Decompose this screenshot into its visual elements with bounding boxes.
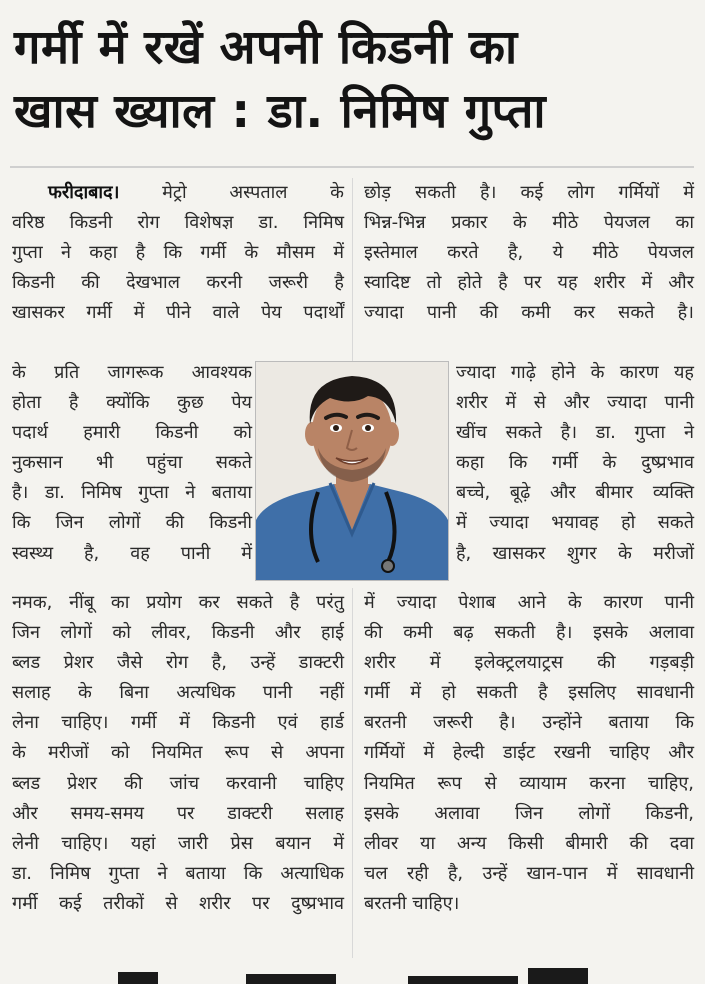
text-line: चल रही है, उन्हें खान-पान में सावधानी [364, 862, 694, 884]
text-line: इस्तेमाल करते है, ये मीठे पेयजल [364, 242, 694, 264]
text-line: में ज्यादा पेशाब आने के कारण पानी [364, 592, 694, 613]
text-line: में ज्यादा भयावह हो सकते [456, 512, 694, 534]
text-line: की कमी बढ़ सकती है। इसके अलावा [364, 622, 694, 644]
text-line: छोड़ सकती है। कई लोग गर्मियों में [364, 182, 694, 203]
text-line [12, 178, 344, 208]
text-line: स्वस्थ्य है, वह पानी में [12, 542, 252, 564]
text-line: ब्लड प्रेशर जैसे रोग है, उन्हें डाक्टरी [12, 652, 344, 674]
column-2-bottom [364, 588, 694, 919]
text-line: ज्यादा गाढ़े होने के कारण यह [456, 362, 694, 383]
cut-off-next-headline [0, 962, 705, 984]
text-line: बरतनी जरूरी है। उन्होंने बताया कि [364, 712, 694, 734]
text-span: मेट्रो अस्पताल के [119, 182, 344, 203]
text-line: लीवर या अन्य किसी बीमारी की दवा [364, 832, 694, 854]
text-line: गर्मी कई तरीकों से शरीर पर दुष्प्रभाव [12, 892, 344, 914]
text-line: वरिष्ठ किडनी रोग विशेषज्ञ डा. निमिष [12, 212, 344, 234]
text-line: के मरीजों को नियमित रूप से अपना [12, 742, 344, 764]
text-line: सलाह के बिना अत्यधिक पानी नहीं [12, 682, 344, 704]
text-line: शरीर में इलेक्ट्रलयाट्रस की गड़बड़ी [364, 652, 694, 674]
doctor-photo [255, 361, 449, 581]
text-line: नियमित रूप से व्यायाम करना चाहिए, [364, 772, 694, 794]
column-1-bottom [12, 588, 344, 919]
headline [14, 16, 694, 144]
text-line: गर्मियों में हेल्दी डाईट रखनी चाहिए और [364, 742, 694, 764]
text-line: खासकर गर्मी में पीने वाले पेय पदार्थों [12, 302, 344, 324]
text-line: नमक, नींबू का प्रयोग कर सकते है परंतु [12, 592, 344, 613]
doctor-portrait-illustration [256, 362, 448, 580]
text-line: के प्रति जागरूक आवश्यक [12, 362, 252, 383]
text-line: कि जिन लोगों की किडनी [12, 512, 252, 534]
column-1-top [12, 178, 344, 328]
text-line: लेना चाहिए। गर्मी में किडनी एवं हार्ड [12, 712, 344, 734]
text-line: भिन्न-भिन्न प्रकार के मीठे पेयजल का [364, 212, 694, 234]
text-line: पदार्थ हमारी किडनी को [12, 422, 252, 444]
text-line: डा. निमिष गुप्ता ने बताया कि अत्याधिक [12, 862, 344, 884]
text-line: नुकसान भी पहुंचा सकते [12, 452, 252, 474]
text-line: गर्मी में हो सकती है इसलिए सावधानी [364, 682, 694, 704]
column-1-wrap-left-of-photo [12, 358, 252, 569]
column-2-top [364, 178, 694, 328]
text-line: बच्चे, बूढ़े और बीमार व्यक्ति [456, 482, 694, 504]
text-line: कहा कि गर्मी के दुष्प्रभाव [456, 452, 694, 474]
text-line: खींच सकते है। डा. गुप्ता ने [456, 422, 694, 444]
headline-line-1: गर्मी में रखें अपनी किडनी का [14, 20, 518, 75]
dateline: फरीदाबाद। [48, 182, 120, 203]
text-line: ब्लड प्रेशर की जांच करवानी चाहिए [12, 772, 344, 794]
text-line: है, खासकर शुगर के मरीजों [456, 542, 694, 564]
text-line: और समय-समय पर डाक्टरी सलाह [12, 802, 344, 824]
text-line: गुप्ता ने कहा है कि गर्मी के मौसम में [12, 242, 344, 264]
text-line: ज्यादा पानी की कमी कर सकते है। [364, 302, 694, 324]
column-2-wrap-right-of-photo [456, 358, 694, 569]
text-line: किडनी की देखभाल करनी जरूरी है [12, 272, 344, 294]
headline-rule [10, 166, 694, 168]
text-line: बरतनी चाहिए। [364, 892, 460, 914]
text-line: है। डा. निमिष गुप्ता ने बताया [12, 482, 252, 504]
text-line: स्वादिष्ट तो होते है पर यह शरीर में और [364, 272, 694, 294]
headline-line-2: खास ख्याल : डा. निमिष गुप्ता [14, 84, 547, 139]
text-line: होता है क्योंकि कुछ पेय [12, 392, 252, 414]
text-line: लेनी चाहिए। यहां जारी प्रेस बयान में [12, 832, 344, 854]
column-divider-bottom [352, 588, 353, 958]
text-line: शरीर में से और ज्यादा पानी [456, 392, 694, 414]
text-line: जिन लोगों को लीवर, किडनी और हाई [12, 622, 344, 644]
text-line: इसके अलावा जिन लोगों किडनी, [364, 802, 694, 824]
